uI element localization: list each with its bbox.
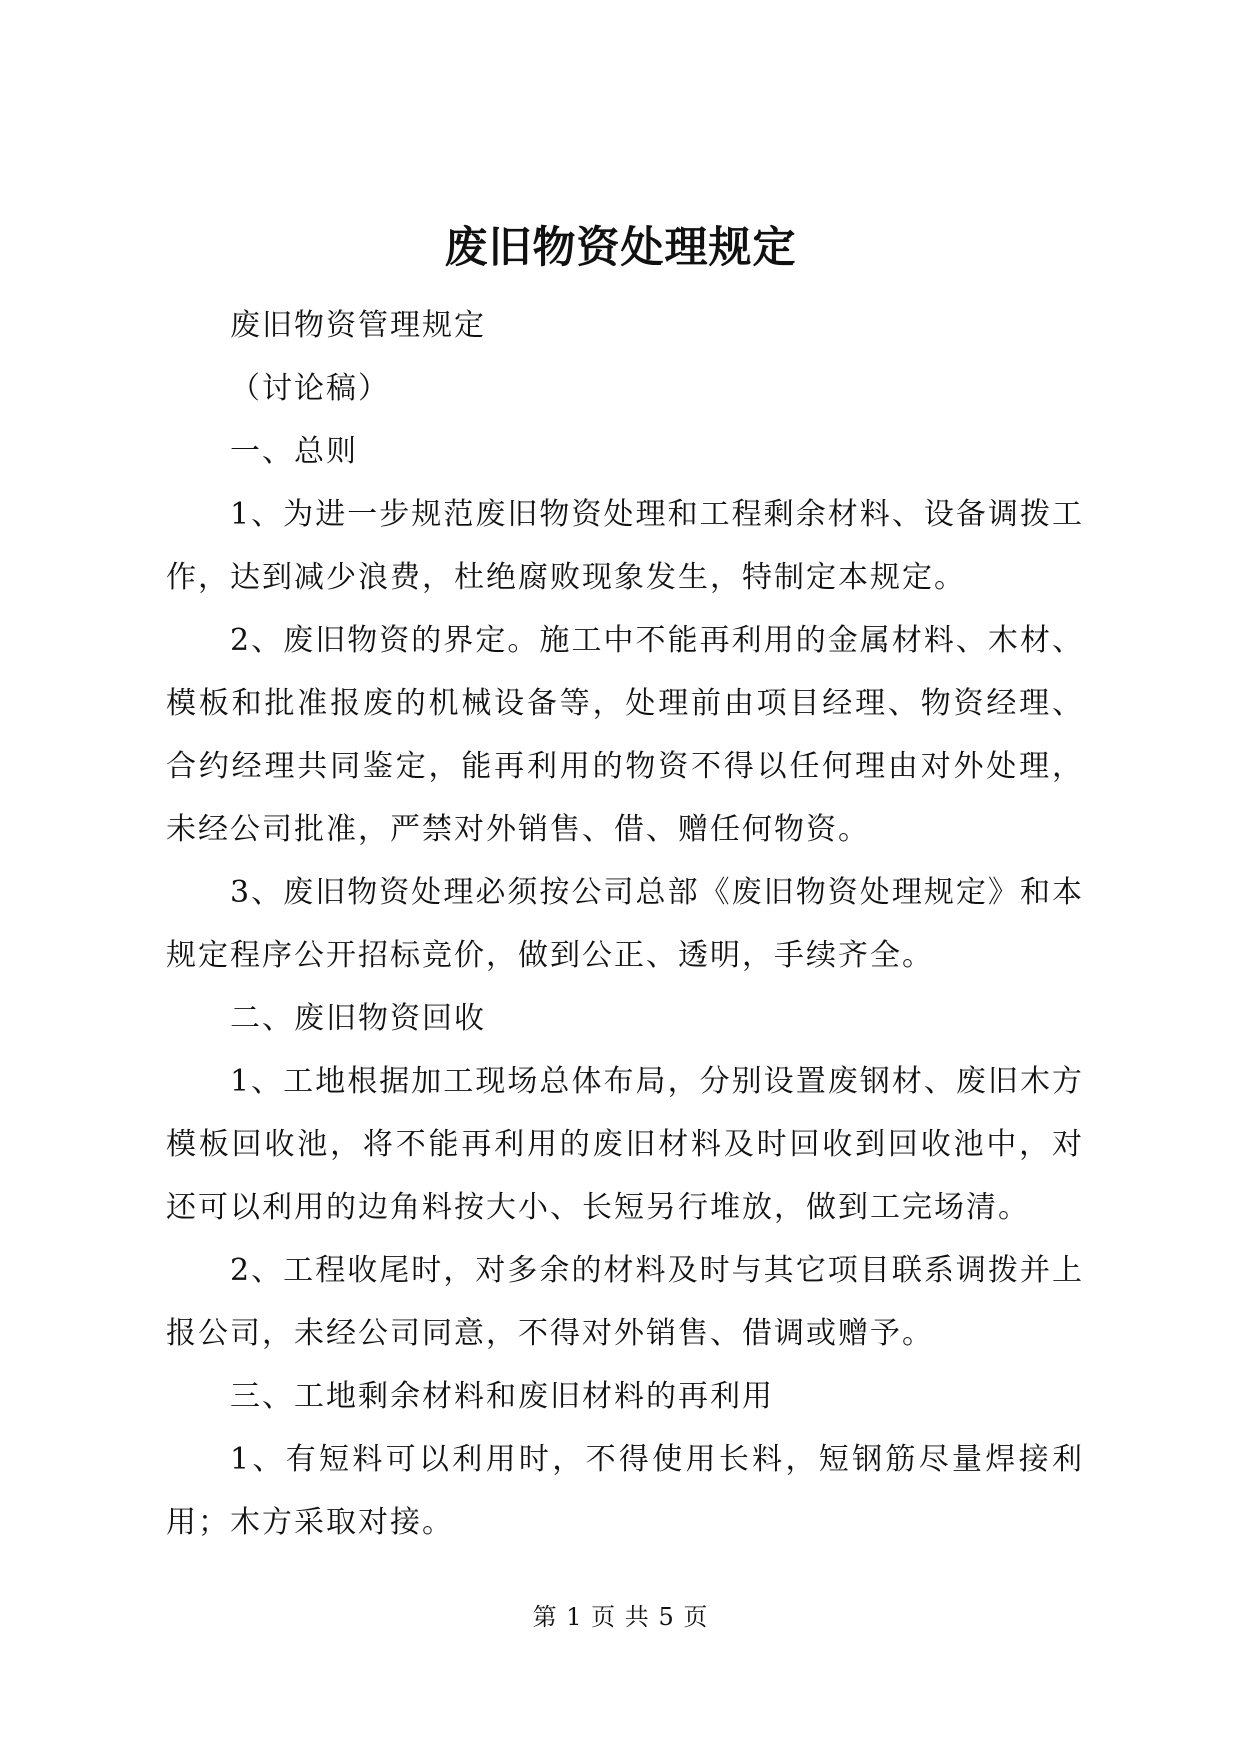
paragraph-recycling-1: 1、工地根据加工现场总体布局，分别设置废钢材、废旧木方模板回收池，将不能再利用的废旧材料及时回收到回收池中，对还可以利用的边角料按大小、长短另行堆放，做到工完场清。 [166,1064,1084,1225]
paragraph-general-3: 3、废旧物资处理必须按公司总部《废旧物资处理规定》和本规定程序公开招标竞价，做到公正、透明，手续齐全。 [166,875,1084,973]
document-body [166,294,1084,1554]
paragraph-general-1: 1、为进一步规范废旧物资处理和工程剩余材料、设备调拨工作，达到减少浪费，杜绝腐败现象发生，特制定本规定。 [166,497,1084,595]
paragraph-recycling-2: 2、工程收尾时，对多余的材料及时与其它项目联系调拨并上报公司，未经公司同意，不得对外销售、借调或赠予。 [166,1253,1084,1351]
section-heading-reuse: 三、工地剩余材料和废旧材料的再利用 [230,1379,774,1414]
page-footer: 第 1 页 共 5 页 [532,1603,709,1631]
paragraph-general-2: 2、废旧物资的界定。施工中不能再利用的金属材料、木材、模板和批准报废的机械设备等，处理前由项目经理、物资经理、合约经理共同鉴定，能再利用的物资不得以任何理由对外处理，未经公司批准，严禁对外销售、借、赠任何物资。 [166,623,1084,847]
section-heading-recycling: 二、废旧物资回收 [230,1001,486,1036]
paragraph-subtitle: 废旧物资管理规定 [230,308,486,343]
paragraph-reuse-1: 1、有短料可以利用时，不得使用长料，短钢筋尽量焊接利用；木方采取对接。 [166,1442,1084,1540]
document-title: 废旧物资处理规定 [444,223,797,273]
paragraph-draft-note: （讨论稿） [230,371,390,406]
section-heading-general: 一、总则 [230,434,358,469]
